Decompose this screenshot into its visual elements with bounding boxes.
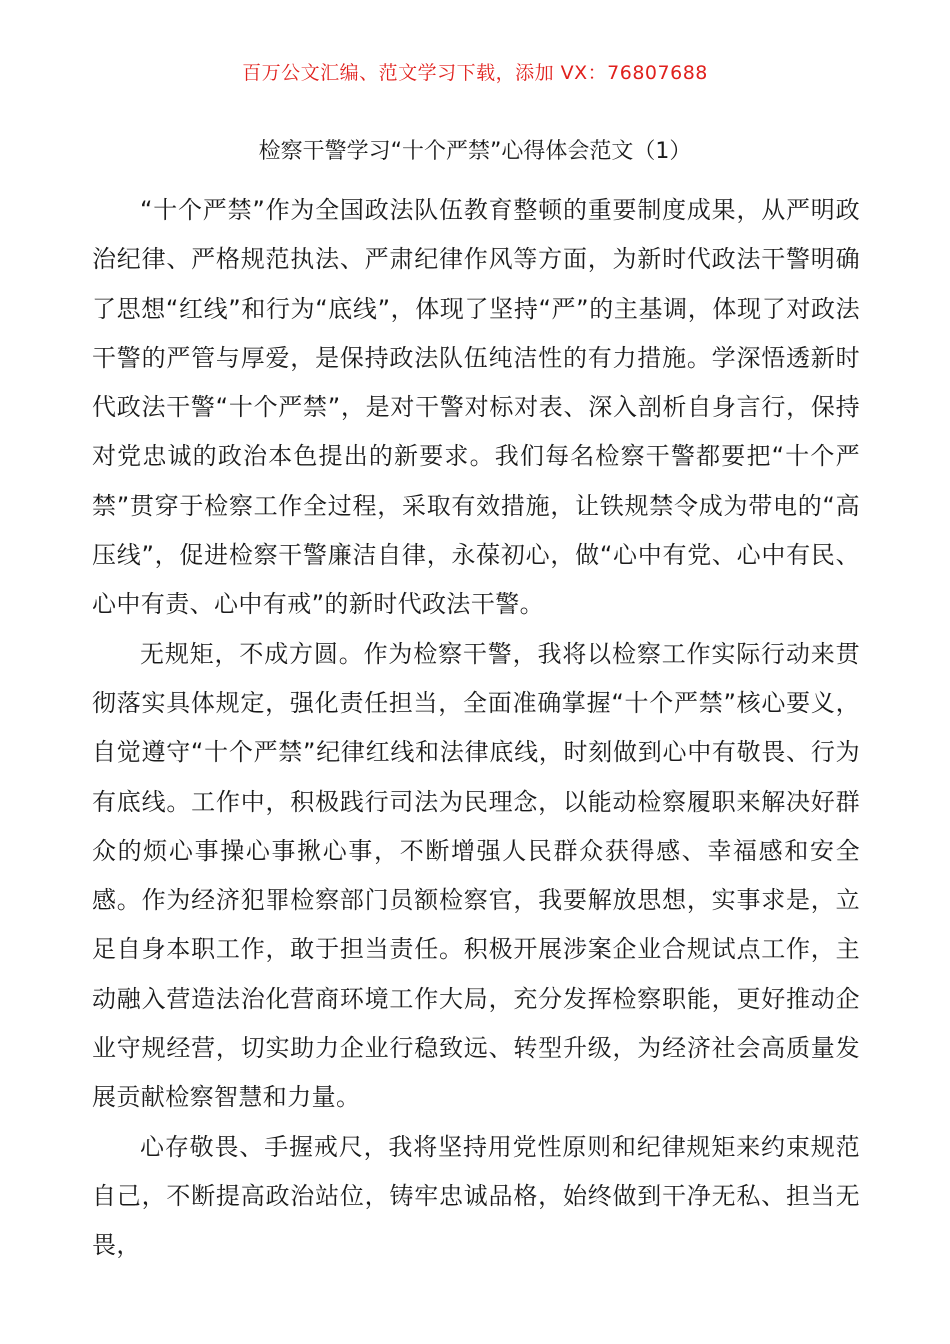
body-paragraph: “十个严禁”作为全国政法队伍教育整顿的重要制度成果，从严明政治纪律、严格规范执法、严肃纪律作风等方面，为新时代政法干警明确了思想“红线”和行为“底线”，体现了坚持“严”的主基调，体现了对政法干警的严管与厚爱，是保持政法队伍纯洁性的有力措施。学深悟透新时代政法干警“十个严禁”，是对干警对标对表、深入剖析自身言行，保持对党忠诚的政治本色提出的新要求。我们每名检察干警都要把“十个严禁”贯穿于检察工作全过程，采取有效措施，让铁规禁令成为带电的“高压线”，促进检察干警廉洁自律，永葆初心，做“心中有党、心中有民、心中有责、心中有戒”的新时代政法干警。 xyxy=(92,196,860,619)
document-title: 检察干警学习“十个严禁”心得体会范文（1） xyxy=(258,139,692,164)
body-paragraph: 无规矩，不成方圆。作为检察干警，我将以检察工作实际行动来贯彻落实具体规定，强化责任担当，全面准确掌握“十个严禁”核心要义，自觉遵守“十个严禁”纪律红线和法律底线，时刻做到心中有敬畏、行为有底线。工作中，积极践行司法为民理念，以能动检察履职来解决好群众的烦心事操心事揪心事，不断增强人民群众获得感、幸福感和安全感。作为经济犯罪检察部门员额检察官，我要解放思想，实事求是，立足自身本职工作，敢于担当责任。积极开展涉案企业合规试点工作，主动融入营造法治化营商环境工作大局，充分发挥检察职能，更好推动企业守规经营，切实助力企业行稳致远、转型升级，为经济社会高质量发展贡献检察智慧和力量。 xyxy=(92,639,860,1112)
body-paragraph: 心存敬畏、手握戒尺，我将坚持用党性原则和纪律规矩来约束规范自己，不断提高政治站位，铸牢忠诚品格，始终做到干净无私、担当无畏， xyxy=(92,1132,860,1260)
promo-banner: 百万公文汇编、范文学习下载，添加 VX：76807688 xyxy=(242,62,708,84)
document-body xyxy=(92,186,860,1271)
